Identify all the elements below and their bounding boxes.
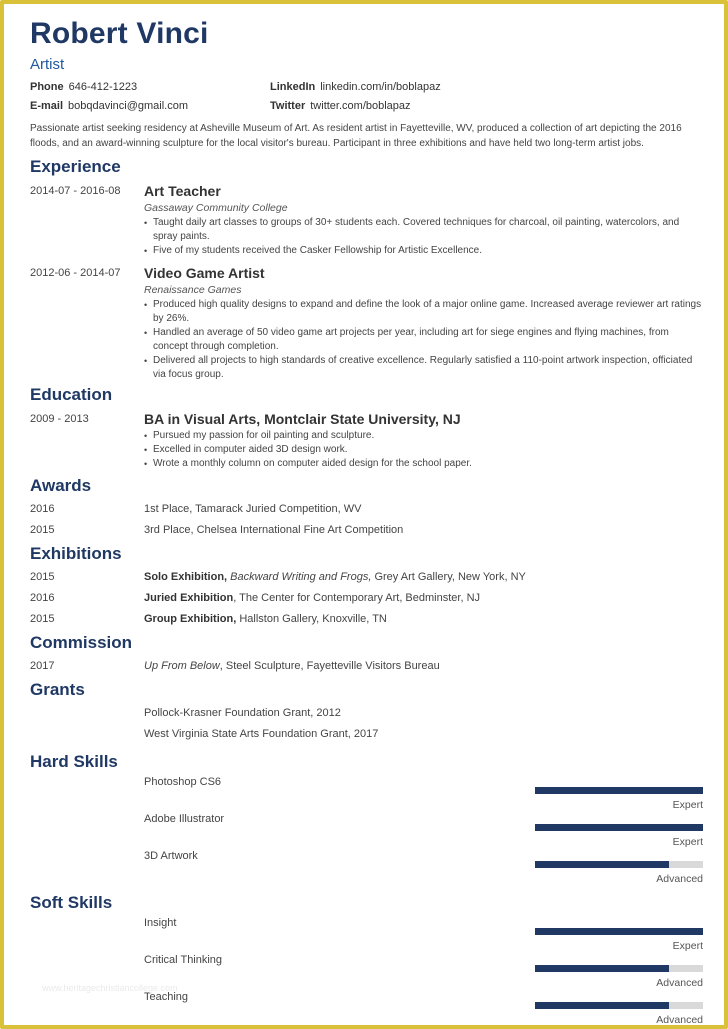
- commission-work: Up From Below: [144, 659, 220, 672]
- exhibition-type: Juried Exhibition: [144, 591, 234, 604]
- education-entry: [30, 411, 706, 471]
- section-title-hard-skills: Hard Skills: [30, 752, 118, 771]
- job-bullets: [144, 216, 706, 258]
- skill-name: 3D Artwork: [144, 850, 198, 862]
- twitter-value[interactable]: twitter.com/boblapaz: [310, 100, 411, 112]
- bullet-item: • Wrote a monthly column on computer aided design for the school paper.: [144, 457, 706, 471]
- exhibition-row: [30, 566, 706, 587]
- bullet-item: • Five of my students received the Casker Fellowship for Artistic Excellence.: [144, 244, 706, 258]
- twitter-label: Twitter: [270, 100, 306, 112]
- award-year: 2016: [30, 502, 55, 515]
- section-title-grants: Grants: [30, 680, 85, 699]
- linkedin-value[interactable]: linkedin.com/in/boblapaz: [320, 81, 441, 93]
- contact-email: [30, 100, 270, 112]
- section-title-soft-skills: Soft Skills: [30, 893, 113, 912]
- skill-level: Expert: [672, 836, 703, 848]
- entry-dates: 2014-07 - 2016-08: [30, 185, 121, 197]
- commission-row: [30, 655, 706, 676]
- skill-row: [30, 776, 706, 813]
- skill-row: [30, 813, 706, 850]
- job-title: Art Teacher: [144, 183, 221, 199]
- linkedin-label: LinkedIn: [270, 81, 316, 93]
- skill-row: [30, 850, 706, 887]
- skill-row: [30, 991, 706, 1028]
- exhibition-type: Solo Exhibition,: [144, 570, 228, 583]
- grant-text: West Virginia State Arts Foundation Grant, 2017: [144, 727, 379, 740]
- exhibition-row: [30, 608, 706, 629]
- exhibition-year: 2015: [30, 612, 55, 625]
- email-label: E-mail: [30, 100, 64, 112]
- entry-body: [144, 265, 706, 382]
- section-title-commission: Commission: [30, 633, 133, 652]
- skill-bar-fill: [535, 965, 669, 972]
- commission-detail: , Steel Sculpture, Fayetteville Visitors Bureau: [219, 659, 440, 672]
- entry-body: [144, 411, 706, 471]
- entry-dates: 2009 - 2013: [30, 413, 89, 425]
- skill-bar: [535, 787, 703, 794]
- email-value[interactable]: bobqdavinci@gmail.com: [68, 100, 189, 112]
- company-name: Renaissance Games: [144, 284, 242, 296]
- resume-page: [30, 14, 706, 1028]
- grant-text: Pollock-Krasner Foundation Grant, 2012: [144, 706, 341, 719]
- skill-level: Expert: [672, 940, 703, 952]
- exhibition-venue: Grey Art Gallery, New York, NY: [371, 570, 526, 583]
- skill-level: Advanced: [656, 1014, 703, 1026]
- phone-label: Phone: [30, 81, 64, 93]
- exhibition-venue: , The Center for Contemporary Art, Bedminster, NJ: [233, 591, 481, 604]
- exhibition-work: Backward Writing and Frogs,: [227, 570, 372, 583]
- company-name: Gassaway Community College: [144, 202, 288, 214]
- exhibition-row: [30, 587, 706, 608]
- award-text: 1st Place, Tamarack Juried Competition, WV: [144, 502, 362, 515]
- bullet-item: • Produced high quality designs to expand and define the look of a major online game. Increased average reviewer art ratings by 26%.: [144, 298, 706, 326]
- job-title: Video Game Artist: [144, 265, 265, 281]
- contact-phone: [30, 81, 270, 93]
- skill-bar: [535, 965, 703, 972]
- skill-row: [30, 917, 706, 954]
- skill-level: Advanced: [656, 977, 703, 989]
- job-bullets: [144, 298, 706, 382]
- skill-bar: [535, 1002, 703, 1009]
- exhibition-venue: Hallston Gallery, Knoxville, TN: [236, 612, 387, 625]
- award-text: 3rd Place, Chelsea International Fine Art Competition: [144, 523, 404, 536]
- experience-entry: [30, 183, 706, 258]
- bullet-item: • Handled an average of 50 video game art projects per year, including art for siege engines and flying machines, from concept through completion.: [144, 326, 706, 354]
- contact-twitter: [270, 100, 570, 112]
- commission-year: 2017: [30, 659, 55, 672]
- exhibition-year: 2016: [30, 591, 55, 604]
- bullet-item: • Pursued my passion for oil painting and sculpture.: [144, 429, 706, 443]
- skill-bar-fill: [535, 824, 703, 831]
- skill-bar: [535, 861, 703, 868]
- skill-name: Photoshop CS6: [144, 776, 222, 788]
- section-title-awards: Awards: [30, 476, 92, 495]
- skill-bar-fill: [535, 787, 703, 794]
- exhibition-text: [144, 613, 387, 625]
- watermark: www.heritagechristiancollege.com: [42, 983, 178, 993]
- contact-linkedin: [270, 81, 570, 93]
- skill-name: Teaching: [144, 991, 189, 1003]
- section-title-education: Education: [30, 385, 113, 404]
- candidate-role: Artist: [30, 56, 65, 73]
- grant-row: [30, 702, 706, 723]
- entry-body: [144, 183, 706, 258]
- entry-dates: 2012-06 - 2014-07: [30, 267, 121, 279]
- award-row: [30, 498, 706, 519]
- bullet-item: • Taught daily art classes to groups of 30+ students each. Covered techniques for charcoal, oil painting, watercolors, and spray paints.: [144, 216, 706, 244]
- grant-row: [30, 723, 706, 744]
- degree-title: BA in Visual Arts, Montclair State University, NJ: [144, 411, 461, 427]
- exhibition-type: Group Exhibition,: [144, 612, 237, 625]
- skill-bar-fill: [535, 928, 703, 935]
- exhibition-text: [144, 571, 526, 583]
- section-title-experience: Experience: [30, 157, 121, 176]
- education-bullets: [144, 429, 706, 471]
- bullet-item: • Delivered all projects to high standards of creative excellence. Regularly satisfied a 110-point artwork inspection, officiated via focus group.: [144, 354, 706, 382]
- skill-bar-fill: [535, 1002, 669, 1009]
- skill-name: Adobe Illustrator: [144, 813, 225, 825]
- skill-bar-fill: [535, 861, 669, 868]
- exhibition-year: 2015: [30, 570, 55, 583]
- skill-bar: [535, 928, 703, 935]
- experience-entry: [30, 265, 706, 382]
- skill-name: Insight: [144, 917, 177, 929]
- award-row: [30, 519, 706, 540]
- exhibition-text: [144, 592, 480, 604]
- phone-value: 646-412-1223: [68, 81, 138, 93]
- skill-level: Advanced: [656, 873, 703, 885]
- bullet-item: • Excelled in computer aided 3D design work.: [144, 443, 706, 457]
- section-title-exhibitions: Exhibitions: [30, 544, 122, 563]
- summary: Passionate artist seeking residency at Asheville Museum of Art. As resident artist in Fayetteville, WV, produced a collection of art depicting the 2016 floods, and an award-winning sculpture for the local visitor's bureau. Participant in three exhibitions and have held two long-term artist jobs.: [30, 123, 682, 149]
- commission-text: [144, 660, 440, 672]
- contact-info: [30, 81, 706, 112]
- award-year: 2015: [30, 523, 55, 536]
- skill-name: Critical Thinking: [144, 954, 223, 966]
- skill-bar: [535, 824, 703, 831]
- skill-level: Expert: [672, 799, 703, 811]
- candidate-name: Robert Vinci: [30, 17, 209, 50]
